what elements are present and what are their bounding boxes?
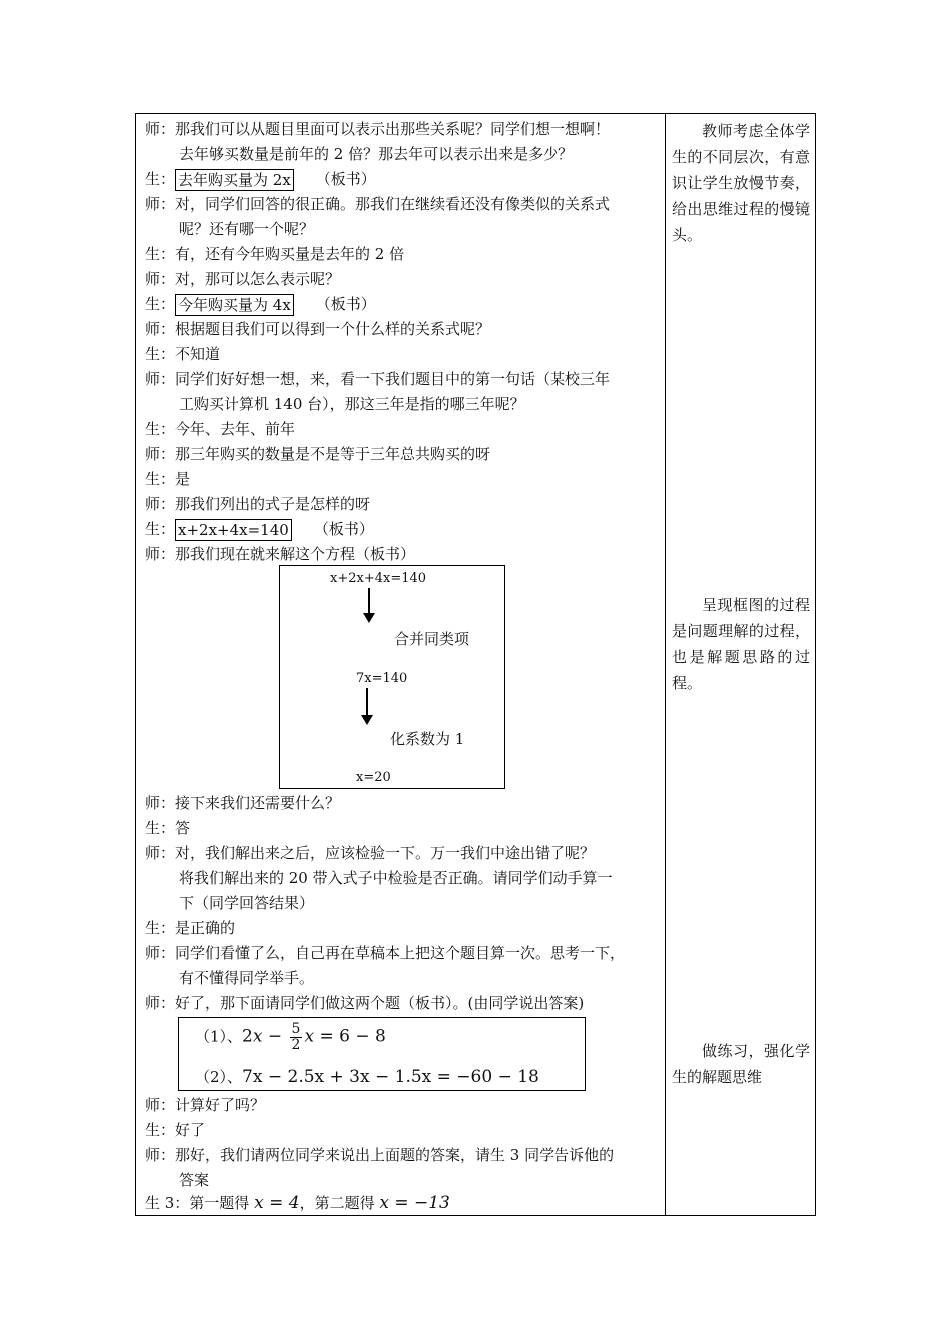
flow-step-2: 化系数为 1 bbox=[390, 730, 465, 748]
dialogue-line: 生：是 bbox=[145, 470, 191, 488]
dialogue-line: 去年够买数量是前年的 2 倍？那去年可以表示出来是多少？ bbox=[179, 145, 574, 163]
dialogue-line: 生：今年、去年、前年 bbox=[145, 420, 296, 438]
down-arrow-icon bbox=[362, 588, 376, 624]
teaching-note-1: 教师考虑全体学生的不同层次，有意识让学生放慢节奏，给出思维过程的慢镜头。 bbox=[672, 122, 810, 244]
dialogue-line: 答案 bbox=[179, 1171, 210, 1189]
board-box: 去年购买量为 2x bbox=[175, 169, 294, 191]
board-box: x+2x+4x=140 bbox=[175, 519, 292, 541]
teaching-note-3: 做练习，强化学生的解题思维 bbox=[672, 1042, 810, 1086]
dialogue-line: 生：是正确的 bbox=[145, 919, 236, 937]
dialogue-line: 师：那我们可以从题目里面可以表示出那些关系呢？同学们想一想啊！ bbox=[145, 120, 611, 138]
dialogue-line: 师：那我们列出的式子是怎样的呀 bbox=[145, 495, 371, 513]
dialogue-line: 师：对，同学们回答的很正确。那我们在继续看还没有像类似的关系式 bbox=[145, 195, 611, 213]
dialogue-line: 生： x+2x+4x=140 （板书） bbox=[145, 520, 374, 539]
dialogue-line: 师：接下来我们还需要什么？ bbox=[145, 794, 341, 812]
dialogue-line: 有不懂得同学举手。 bbox=[179, 969, 315, 987]
dialogue-line: 生：不知道 bbox=[145, 345, 221, 363]
flow-equation-3: x=20 bbox=[356, 770, 391, 785]
flow-equation-2: 7x=140 bbox=[356, 671, 408, 686]
dialogue-line: 师：那我们现在就来解这个方程（板书） bbox=[145, 545, 416, 563]
flow-equation-1: x+2x+4x=140 bbox=[330, 571, 427, 586]
dialogue-line: 生：好了 bbox=[145, 1121, 206, 1139]
dialogue-line: 师：同学们看懂了么，自己再在草稿本上把这个题目算一次。思考一下， bbox=[145, 944, 626, 962]
dialogue-line: 师：好了，那下面请同学们做这两个题（板书）。(由同学说出答案) bbox=[145, 994, 585, 1012]
dialogue-line: 师：那好，我们请两位同学来说出上面题的答案，请生 3 同学告诉他的 bbox=[145, 1146, 615, 1164]
answer-line: 生 3：第一题得 x = 4，第二题得 x = −13 bbox=[145, 1193, 450, 1213]
dialogue-line: 师：对，那可以怎么表示呢？ bbox=[145, 270, 341, 288]
dialogue-line: 师：同学们好好想一想，来，看一下我们题目中的第一句话（某校三年 bbox=[145, 370, 611, 388]
dialogue-line: 师：那三年购买的数量是不是等于三年总共购买的呀 bbox=[145, 445, 491, 463]
dialogue-line: 呢？还有哪一个呢？ bbox=[179, 220, 315, 238]
dialogue-line: 将我们解出来的 20 带入式子中检验是否正确。请同学们动手算一 bbox=[179, 869, 613, 887]
board-box: 今年购买量为 4x bbox=[175, 294, 294, 316]
exercise-2: （2）、7x − 2.5x + 3x − 1.5x = −60 − 18 bbox=[195, 1067, 539, 1087]
dialogue-line: 生： 今年购买量为 4x （板书） bbox=[145, 295, 376, 314]
exercise-1: （1）、2x − $\frac{5}{2}$ x = 6 − 8 bbox=[195, 1021, 386, 1053]
dialogue-line: 工购买计算机 140 台），那这三年是指的哪三年呢？ bbox=[179, 395, 525, 413]
column-divider bbox=[665, 114, 666, 1215]
dialogue-line: 生：答 bbox=[145, 819, 191, 837]
down-arrow-icon bbox=[360, 688, 374, 726]
dialogue-line: 生： 去年购买量为 2x （板书） bbox=[145, 170, 376, 189]
dialogue-line: 师：计算好了吗？ bbox=[145, 1096, 266, 1114]
dialogue-line: 生：有，还有今年购买量是去年的 2 倍 bbox=[145, 245, 405, 263]
solution-flowchart bbox=[279, 565, 505, 789]
fraction: $\frac{5}{2}$ bbox=[291, 1021, 301, 1053]
exercise-box bbox=[178, 1017, 586, 1091]
lesson-table bbox=[135, 113, 816, 1216]
dialogue-line: 师：对，我们解出来之后，应该检验一下。万一我们中途出错了呢？ bbox=[145, 844, 596, 862]
dialogue-line: 师：根据题目我们可以得到一个什么样的关系式呢？ bbox=[145, 320, 491, 338]
dialogue-line: 下（同学回答结果） bbox=[179, 894, 315, 912]
teaching-note-2: 呈现框图的过程是问题理解的过程，也是解题思路的过程。 bbox=[672, 596, 810, 692]
flow-step-1: 合并同类项 bbox=[394, 630, 470, 648]
